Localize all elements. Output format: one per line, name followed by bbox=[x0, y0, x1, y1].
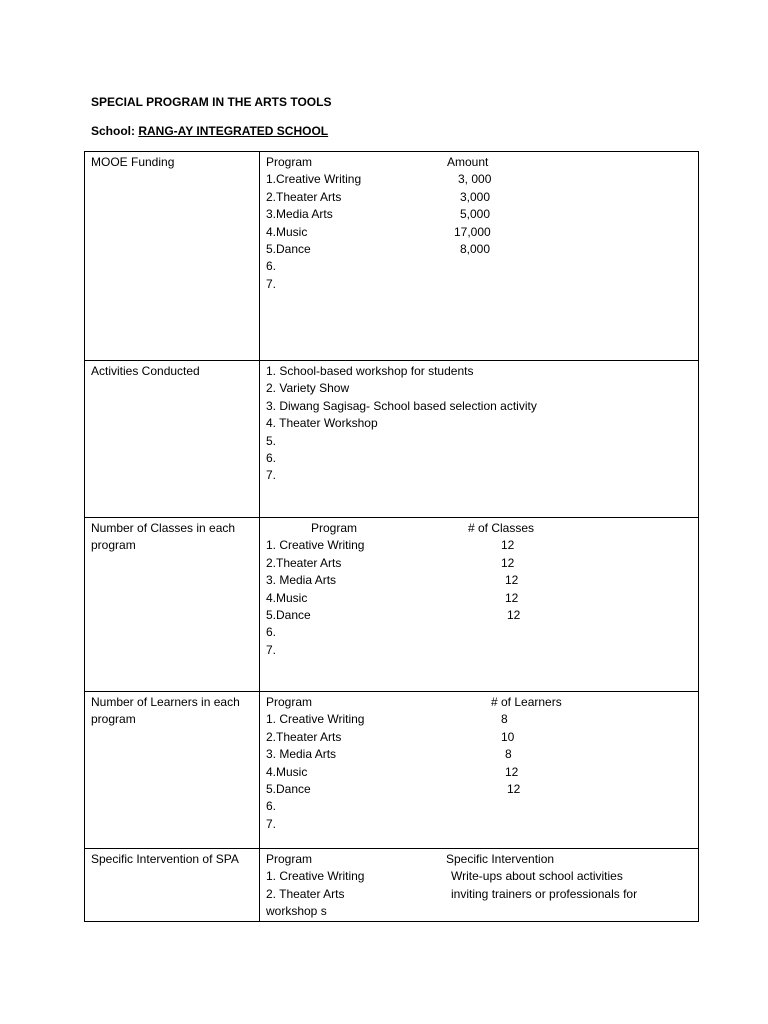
classes-header bbox=[266, 520, 693, 537]
spa-header-program: Program bbox=[266, 852, 313, 866]
spa-intervention: Write-ups about school activities bbox=[451, 869, 623, 884]
activity-item: 5. bbox=[266, 433, 277, 448]
spa-label: Specific Intervention of SPA bbox=[85, 849, 260, 922]
learners-line bbox=[266, 711, 693, 728]
classes-count: 12 bbox=[507, 607, 521, 622]
classes-program: 3. Media Arts bbox=[266, 573, 337, 588]
mooe-header-amount: Amount bbox=[447, 155, 489, 169]
classes-program: 1. Creative Writing bbox=[266, 538, 365, 553]
classes-line bbox=[266, 572, 693, 589]
mooe-program: 4.Music bbox=[266, 224, 308, 239]
spa-program: 2. Theater Arts bbox=[266, 886, 345, 901]
mooe-line bbox=[266, 276, 693, 293]
learners-line bbox=[266, 816, 693, 833]
classes-line bbox=[266, 624, 693, 641]
mooe-line bbox=[266, 189, 693, 206]
learners-line bbox=[266, 764, 693, 781]
classes-count: 12 bbox=[505, 590, 519, 605]
spa-line bbox=[266, 868, 693, 885]
mooe-amount: 3, 000 bbox=[458, 172, 492, 187]
classes-label: Number of Classes in each program bbox=[85, 518, 260, 692]
mooe-line bbox=[266, 224, 693, 241]
activities-label: Activities Conducted bbox=[85, 361, 260, 518]
classes-line bbox=[266, 607, 693, 624]
learners-program: 2.Theater Arts bbox=[266, 729, 342, 744]
mooe-program: 5.Dance bbox=[266, 241, 311, 256]
mooe-program: 1.Creative Writing bbox=[266, 172, 362, 187]
classes-header-program: Program bbox=[311, 521, 358, 535]
mooe-program: 2.Theater Arts bbox=[266, 189, 342, 204]
mooe-amount: 8,000 bbox=[460, 241, 491, 256]
learners-program: 1. Creative Writing bbox=[266, 712, 365, 727]
classes-line bbox=[266, 642, 693, 659]
mooe-line bbox=[266, 241, 693, 258]
mooe-program: 7. bbox=[266, 276, 277, 291]
activities-content bbox=[260, 361, 699, 518]
mooe-program: 6. bbox=[266, 259, 277, 274]
activity-item: 2. Variety Show bbox=[266, 381, 350, 396]
learners-program: 4.Music bbox=[266, 764, 308, 779]
learners-count: 8 bbox=[505, 747, 512, 762]
activities-row bbox=[85, 361, 699, 518]
learners-count: 12 bbox=[507, 781, 521, 796]
mooe-amount: 5,000 bbox=[460, 207, 491, 222]
spa-header-intervention: Specific Intervention bbox=[446, 852, 555, 866]
spa-row bbox=[85, 849, 699, 922]
spa-tools-table bbox=[84, 151, 699, 922]
spa-continuation: workshop s bbox=[266, 904, 327, 919]
activity-item: 7. bbox=[266, 468, 277, 483]
mooe-content bbox=[260, 152, 699, 361]
learners-header-program: Program bbox=[266, 695, 313, 709]
mooe-line bbox=[266, 258, 693, 275]
learners-count: 10 bbox=[501, 729, 515, 744]
learners-line bbox=[266, 798, 693, 815]
learners-label: Number of Learners in each program bbox=[85, 692, 260, 849]
learners-content bbox=[260, 692, 699, 849]
classes-count: 12 bbox=[501, 555, 515, 570]
learners-line bbox=[266, 746, 693, 763]
spa-header bbox=[266, 851, 693, 868]
classes-program: 2.Theater Arts bbox=[266, 555, 342, 570]
classes-program: 6. bbox=[266, 625, 277, 640]
classes-count: 12 bbox=[501, 538, 515, 553]
classes-row bbox=[85, 518, 699, 692]
learners-program: 5.Dance bbox=[266, 781, 311, 796]
mooe-line bbox=[266, 171, 693, 188]
spa-line bbox=[266, 886, 693, 903]
classes-content bbox=[260, 518, 699, 692]
learners-header-count: # of Learners bbox=[491, 695, 562, 709]
classes-count: 12 bbox=[505, 573, 519, 588]
learners-program: 3. Media Arts bbox=[266, 747, 337, 762]
activity-item: 4. Theater Workshop bbox=[266, 416, 378, 431]
mooe-amount: 3,000 bbox=[460, 189, 491, 204]
learners-program: 7. bbox=[266, 816, 277, 831]
mooe-line bbox=[266, 206, 693, 223]
spa-content bbox=[260, 849, 699, 922]
mooe-program: 3.Media Arts bbox=[266, 207, 333, 222]
learners-line bbox=[266, 781, 693, 798]
mooe-amount: 17,000 bbox=[454, 224, 491, 239]
classes-header-count: # of Classes bbox=[468, 521, 535, 535]
mooe-row bbox=[85, 152, 699, 361]
activity-item: 3. Diwang Sagisag- School based selection activity bbox=[266, 398, 537, 413]
learners-program: 6. bbox=[266, 799, 277, 814]
classes-program: 5.Dance bbox=[266, 607, 311, 622]
school-label: School: bbox=[91, 124, 135, 138]
activity-item: 1. School-based workshop for students bbox=[266, 364, 474, 378]
spa-intervention: inviting trainers or professionals for bbox=[451, 886, 638, 901]
learners-count: 12 bbox=[505, 764, 519, 779]
learners-count: 8 bbox=[501, 712, 508, 727]
classes-line bbox=[266, 537, 693, 554]
mooe-header bbox=[266, 154, 693, 171]
classes-line bbox=[266, 590, 693, 607]
spa-program: 1. Creative Writing bbox=[266, 869, 365, 884]
classes-program: 7. bbox=[266, 642, 277, 657]
learners-line bbox=[266, 729, 693, 746]
classes-program: 4.Music bbox=[266, 590, 308, 605]
school-line bbox=[91, 124, 328, 138]
learners-header bbox=[266, 694, 693, 711]
page-title: SPECIAL PROGRAM IN THE ARTS TOOLS bbox=[91, 95, 332, 109]
school-name: RANG-AY INTEGRATED SCHOOL bbox=[138, 124, 329, 138]
classes-line bbox=[266, 555, 693, 572]
mooe-header-program: Program bbox=[266, 155, 313, 169]
activity-item: 6. bbox=[266, 450, 277, 465]
mooe-label: MOOE Funding bbox=[85, 152, 260, 361]
learners-row bbox=[85, 692, 699, 849]
